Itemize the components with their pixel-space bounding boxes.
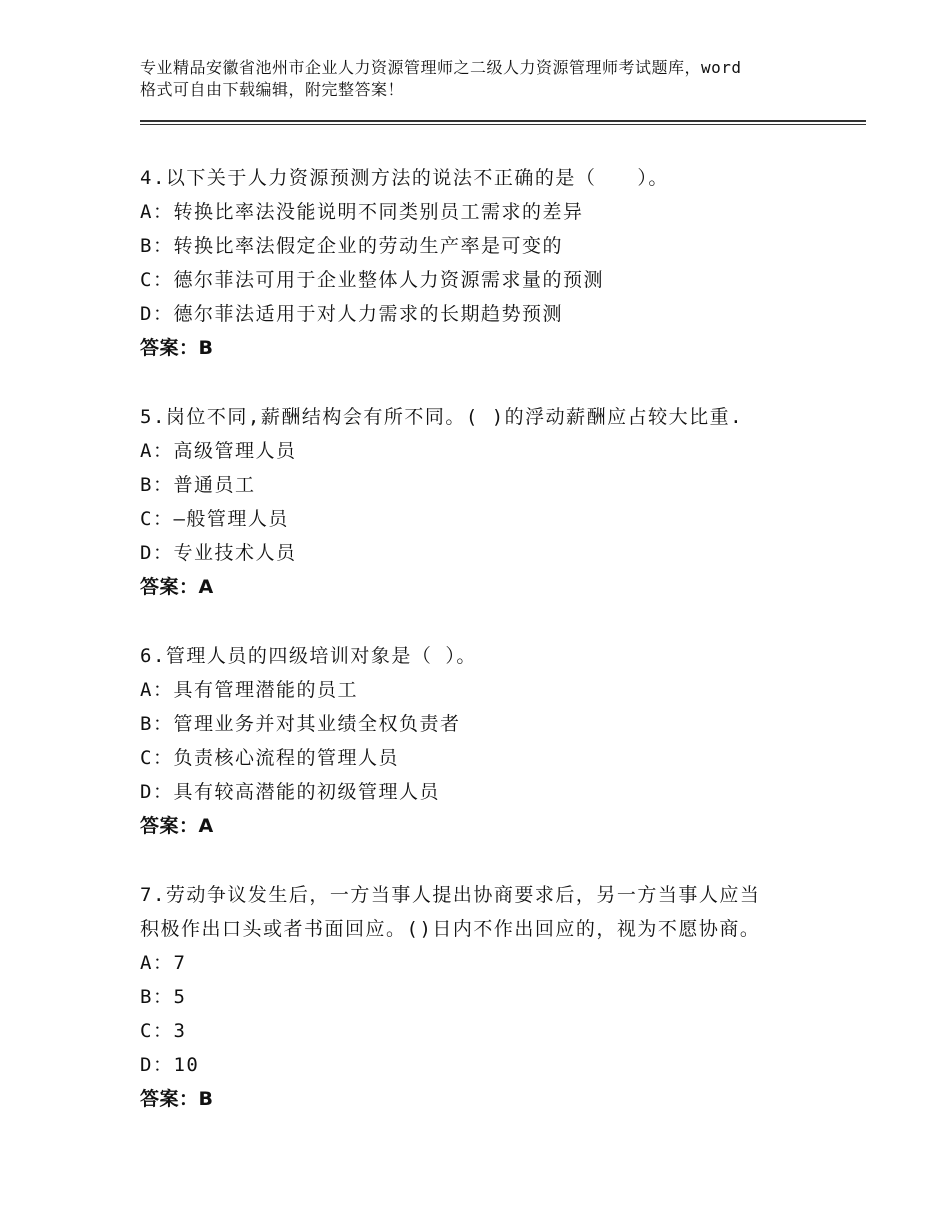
option-d: D：10 — [140, 1054, 200, 1076]
header-divider-bottom — [140, 124, 866, 125]
option-a: A：7 — [140, 952, 187, 974]
option-c: C：3 — [140, 1020, 187, 1042]
option-b: B：管理业务并对其业绩全权负责者 — [140, 713, 461, 735]
header-line-2: 格式可自由下载编辑，附完整答案！ — [140, 80, 405, 99]
option-c: C：—般管理人员 — [140, 508, 289, 530]
option-c: C：德尔菲法可用于企业整体人力资源需求量的预测 — [140, 269, 604, 291]
header-divider-top — [140, 120, 866, 122]
answer: 答案：A — [140, 576, 214, 598]
question-stem: 6.管理人员的四级培训对象是（ ）。 — [140, 645, 477, 667]
option-d: D：专业技术人员 — [140, 542, 297, 564]
header-line-1: 专业精品安徽省池州市企业人力资源管理师之二级人力资源管理师考试题库，word — [140, 58, 742, 77]
option-d: D：具有较高潜能的初级管理人员 — [140, 781, 440, 803]
question-stem-line-2: 积极作出口头或者书面回应。()日内不作出回应的，视为不愿协商。 — [140, 918, 761, 940]
option-b: B：5 — [140, 986, 187, 1008]
option-a: A：高级管理人员 — [140, 440, 297, 462]
option-c: C：负责核心流程的管理人员 — [140, 747, 399, 769]
answer: 答案：A — [140, 815, 214, 837]
document-header — [140, 57, 840, 101]
question-4 — [140, 161, 840, 365]
question-stem-line-1: 7.劳动争议发生后，一方当事人提出协商要求后，另一方当事人应当 — [140, 884, 761, 906]
option-b: B：普通员工 — [140, 474, 256, 496]
option-d: D：德尔菲法适用于对人力需求的长期趋势预测 — [140, 303, 563, 325]
question-stem: 4.以下关于人力资源预测方法的说法不正确的是（ ）。 — [140, 167, 669, 189]
question-stem: 5.岗位不同,薪酬结构会有所不同。( )的浮动薪酬应占较大比重. — [140, 406, 744, 428]
question-7 — [140, 878, 840, 1116]
answer: 答案：B — [140, 337, 214, 359]
question-5 — [140, 400, 840, 604]
option-a: A：转换比率法没能说明不同类别员工需求的差异 — [140, 201, 584, 223]
option-b: B：转换比率法假定企业的劳动生产率是可变的 — [140, 235, 563, 257]
answer: 答案：B — [140, 1088, 214, 1110]
option-a: A：具有管理潜能的员工 — [140, 679, 358, 701]
question-6 — [140, 639, 840, 843]
